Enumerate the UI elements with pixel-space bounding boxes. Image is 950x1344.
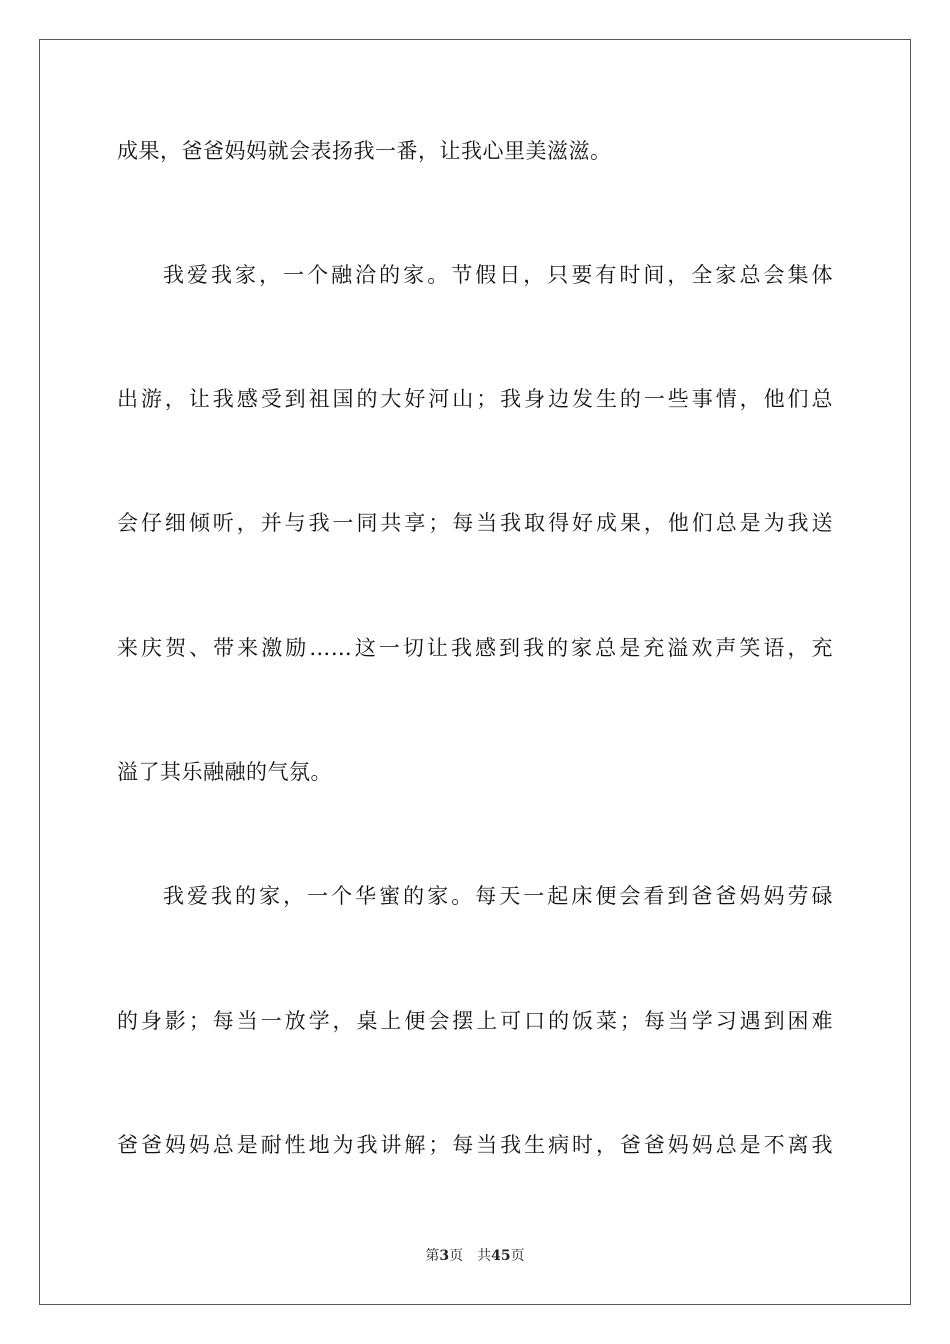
footer-total-pages: 45 <box>491 1248 511 1264</box>
text-line-6: 溢了其乐融融的气氛。 <box>117 760 332 784</box>
text-line-5: 来庆贺、带来激励……这一切让我感到我的家总是充溢欢声笑语，充 <box>117 636 833 660</box>
footer-page-prefix: 第 <box>425 1248 440 1264</box>
footer-total-prefix: 共 <box>477 1248 492 1264</box>
page-footer <box>0 1247 950 1265</box>
text-line-3: 出游，让我感受到祖国的大好河山；我身边发生的一些事情，他们总 <box>117 387 833 411</box>
text-line-9: 爸爸妈妈总是耐性地为我讲解；每当我生病时，爸爸妈妈总是不离我 <box>117 1133 833 1157</box>
text-line-8: 的身影；每当一放学，桌上便会摆上可口的饭菜；每当学习遇到困难 <box>117 1009 833 1033</box>
text-line-1: 成果，爸爸妈妈就会表扬我一番，让我心里美滋滋。 <box>117 139 612 163</box>
footer-page-suffix: 页 <box>449 1248 464 1264</box>
text-line-2: 我爱我家，一个融洽的家。节假日，只要有时间，全家总会集体 <box>163 263 833 287</box>
text-line-7: 我爱我的家，一个华蜜的家。每天一起床便会看到爸爸妈妈劳碌 <box>163 884 833 908</box>
footer-total-suffix: 页 <box>510 1248 525 1264</box>
text-line-4: 会仔细倾听，并与我一同共享；每当我取得好成果，他们总是为我送 <box>117 511 833 535</box>
page-border <box>39 39 911 1305</box>
footer-page-number: 3 <box>439 1248 450 1264</box>
